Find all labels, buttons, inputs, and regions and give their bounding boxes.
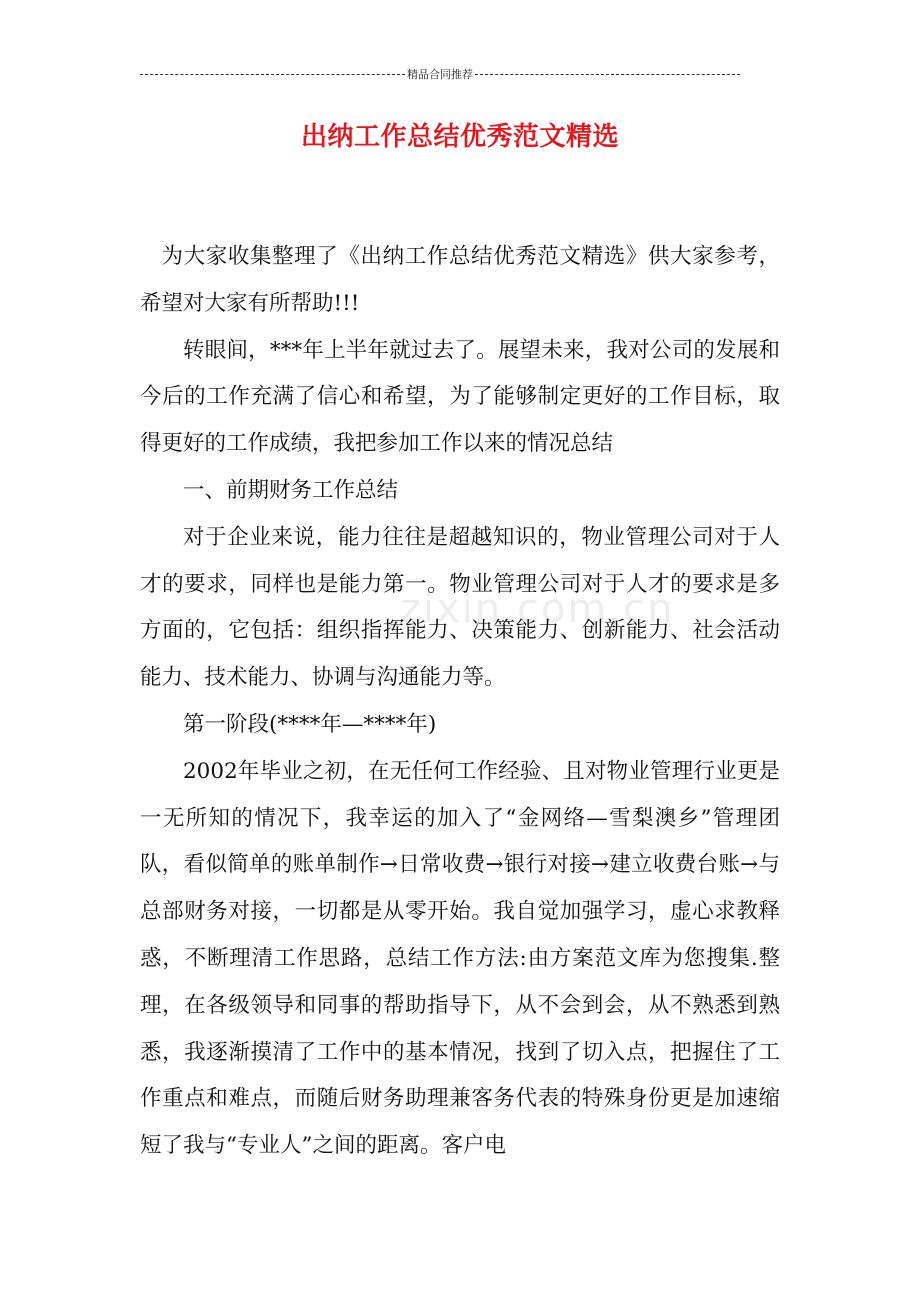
header-label: 精品合同推荐 bbox=[407, 68, 473, 81]
paragraph-ability: 对于企业来说，能力往往是超越知识的，物业管理公司对于人才的要求，同样也是能力第一。物业管理公司对于人才的要求是多方面的，它包括：组织指挥能力、决策能力、创新能力、社会活动能力、技术能力、协调与沟通能力等。 bbox=[140, 524, 780, 691]
stage-heading-1: 第一阶段(****年—****年) bbox=[183, 711, 437, 737]
watermark: zixin.com.cn bbox=[400, 586, 675, 632]
paragraph-summary-intro: 转眼间，***年上半年就过去了。展望未来，我对公司的发展和今后的工作充满了信心和希望，为了能够制定更好的工作目标，取得更好的工作成绩，我把参加工作以来的情况总结 bbox=[140, 337, 780, 457]
page-header bbox=[140, 66, 740, 82]
document-body bbox=[140, 234, 780, 1170]
intro-paragraph: 为大家收集整理了《出纳工作总结优秀范文精选》供大家参考，希望对大家有所帮助!!! bbox=[140, 244, 780, 316]
section-heading-1: 一、前期财务工作总结 bbox=[183, 477, 399, 503]
header-dash-right bbox=[475, 74, 740, 75]
header-dash-left bbox=[140, 74, 405, 75]
paragraph-stage-1: 2002年毕业之初，在无任何工作经验、且对物业管理行业更是一无所知的情况下，我幸运的加入了“金网络—雪梨澳乡”管理团队，看似简单的账单制作→日常收费→银行对接→建立收费台账→与总部财务对接，一切都是从零开始。我自觉加强学习，虚心求教释惑，不断理清工作思路，总结工作方法:由方案范文库为您搜集.整理，在各级领导和同事的帮助指导下，从不会到会，从不熟悉到熟悉，我逐渐摸清了工作中的基本情况，找到了切入点，把握住了工作重点和难点，而随后财务助理兼客务代表的特殊身份更是加速缩短了我与“专业人”之间的距离。客户电 bbox=[140, 758, 780, 1159]
document-title: 出纳工作总结优秀范文精选 bbox=[300, 122, 619, 152]
